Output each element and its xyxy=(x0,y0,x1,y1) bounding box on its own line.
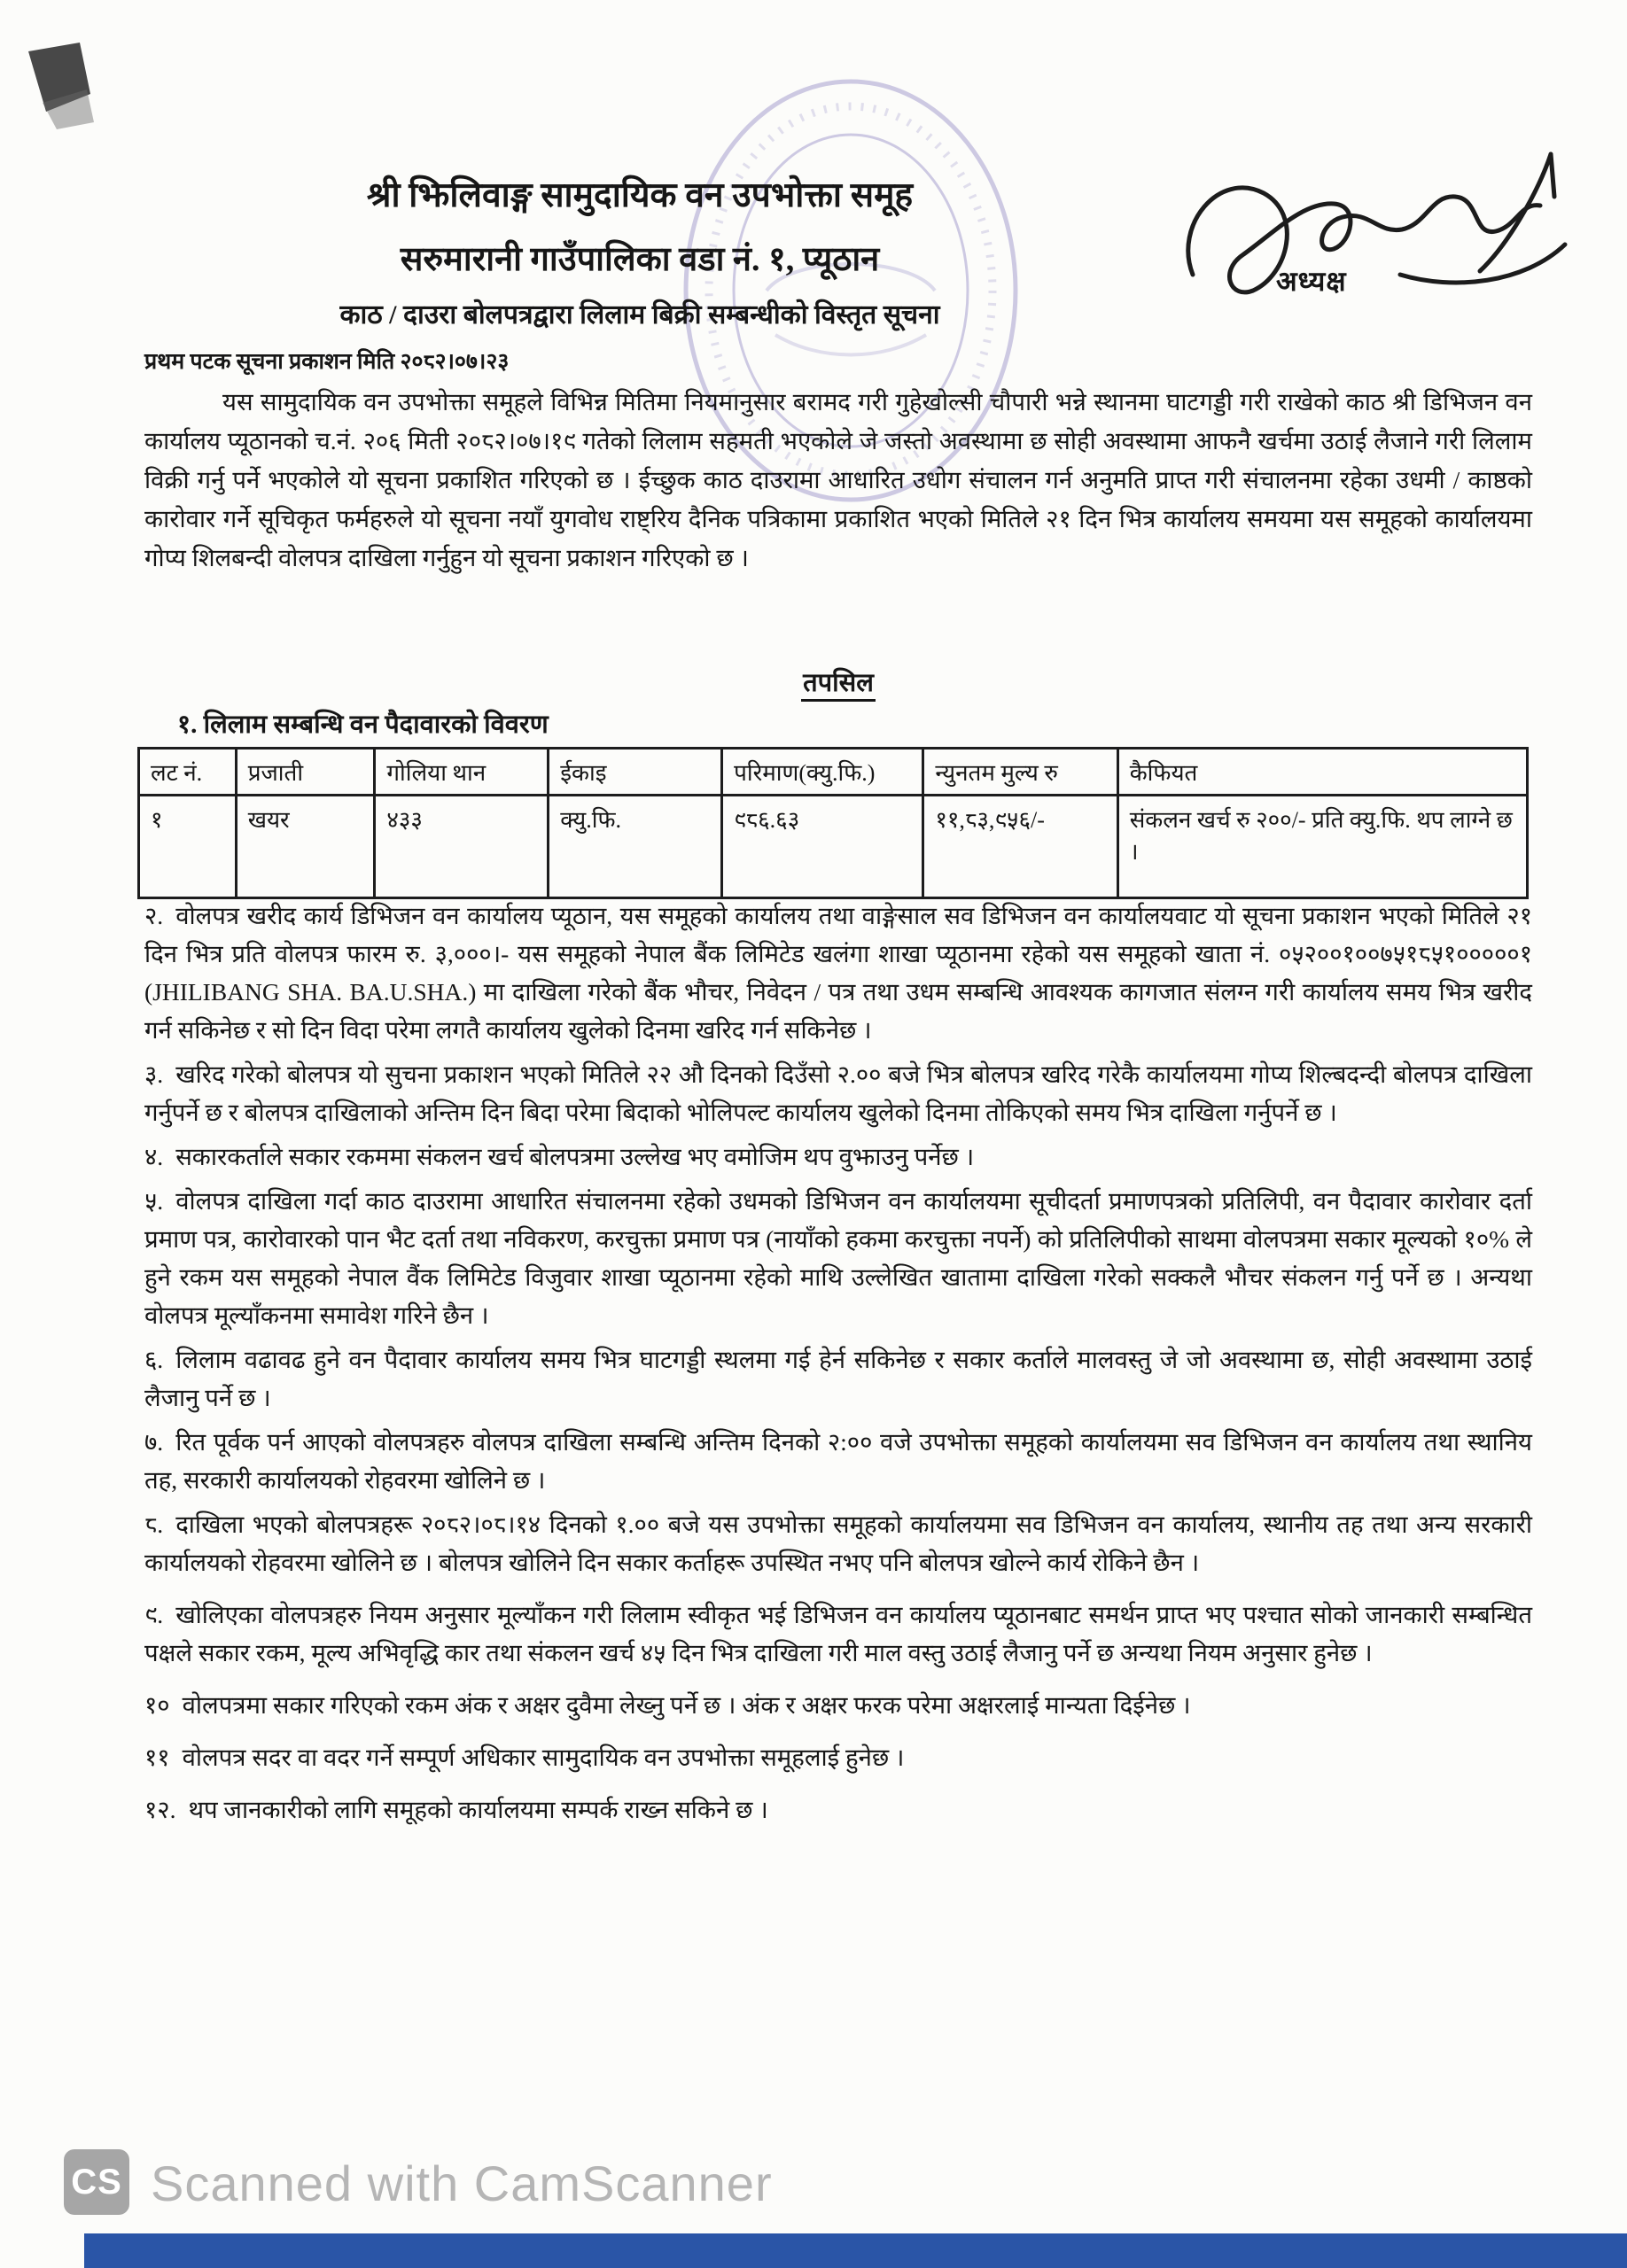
cell-species: खयर xyxy=(236,796,375,898)
table-header-row xyxy=(139,749,1528,796)
notice-item-12 xyxy=(144,1790,1532,1829)
notice-item-3 xyxy=(144,1055,1532,1131)
item-number: ३. xyxy=(144,1060,164,1088)
item-number: ७. xyxy=(144,1428,164,1456)
notice-item-11 xyxy=(144,1738,1532,1776)
notice-item-7 xyxy=(144,1423,1532,1499)
item-text: खरिद गरेको बोलपत्र यो सुचना प्रकाशन भएको मितिले २२ औ दिनको दिउँसो २.०० बजे भित्र बोलपत्र खरिद गरेकै कार्यालयमा गोप्य शिल्बदन्दी बोलपत्र दाखिला गर्नुपर्ने छ र बोलपत्र दाखिलाको अन्तिम दिन बिदा परेमा बिदाको भोलिपल्ट कार्यालय खुलेको दिनमा तोकिएको समय भित्र दाखिला गर्नुपर्ने छ । xyxy=(144,1060,1532,1126)
notice-item-6 xyxy=(144,1340,1532,1417)
item-text: सकारकर्ताले सकार रकममा संकलन खर्च बोलपत्रमा उल्लेख भए वमोजिम थप वुझाउनु पर्नेछ । xyxy=(175,1143,975,1170)
item-text: वोलपत्र खरीद कार्य डिभिजन वन कार्यालय प्यूठान, यस समूहको कार्यालय तथा वाङ्गेसाल सव डिभिजन वन कार्यालयवाट यो सूचना प्रकाशन भएको मितिले २१ दिन भित्र प्रति वोलपत्र फारम रु. ३,०००।- यस समूहको नेपाल बैंक लिमिटेड खलंगा शाखा प्यूठानमा रहेको यस समूहको खाता नं. ०५२००१००७५१८५१०००००१ (JHILIBANG SHA. BA.U.SHA.) मा दाखिला गरेको बैंक भौचर, निवेदन / पत्र तथा उधम सम्बन्धि आवश्यक कागजात संलग्न गरी कार्यालय समय भित्र खरीद गर्न सकिनेछ र सो दिन विदा परेमा लगतै कार्यालय खुलेको दिनमा खरिद गर्न सकिनेछ । xyxy=(144,902,1532,1044)
table-row xyxy=(139,796,1528,898)
item-text: वोलपत्रमा सकार गरिएको रकम अंक र अक्षर दुवैमा लेख्नु पर्ने छ । अंक र अक्षर फरक परेमा अक्षरलाई मान्यता दिईनेछ । xyxy=(182,1691,1191,1719)
column-header-log-count: गोलिया थान xyxy=(375,749,549,796)
column-header-unit: ईकाइ xyxy=(549,749,722,796)
camscanner-logo: CS xyxy=(64,2149,129,2215)
column-header-species: प्रजाती xyxy=(236,749,375,796)
notice-subject: काठ / दाउरा बोलपत्रद्वारा लिलाम बिक्री सम्बन्धीको विस्तृत सूचना xyxy=(339,300,940,330)
column-header-min-price: न्युनतम मुल्य रु xyxy=(923,749,1117,796)
column-header-lot-no: लट नं. xyxy=(139,749,237,796)
item-text: रित पूर्वक पर्न आएको वोलपत्रहरु वोलपत्र दाखिला सम्बन्धि अन्तिम दिनको २:०० वजे उपभोक्ता समूहको कार्यालयमा सव डिभिजन वन कार्यालय तथा स्थानिय तह, सरकारी कार्यालयको रोहवरमा खोलिने छ । xyxy=(144,1428,1532,1494)
item-number: ९. xyxy=(144,1601,164,1628)
item-number: ५. xyxy=(144,1187,164,1215)
org-address-line: सरुमारानी गाउँपालिका वडा नं. १, प्यूठान xyxy=(400,241,880,278)
item-number: १० xyxy=(144,1691,170,1719)
notice-item-5 xyxy=(144,1182,1532,1334)
tapasil-heading: तपसिल xyxy=(144,664,1532,699)
camscanner-watermark: Scanned with CamScanner xyxy=(151,2155,773,2211)
org-name-line1: श्री झिलिवाङ्ग सामुदायिक वन उपभोक्ता समूह xyxy=(366,176,914,214)
item-text: लिलाम वढावढ हुने वन पैदावार कार्यालय समय भित्र घाटगड्डी स्थलमा गई हेर्न सकिनेछ र सकार कर्ताले मालवस्तु जे जो अवस्थामा छ, सोही अवस्थामा उठाई लैजानु पर्ने छ । xyxy=(144,1346,1532,1411)
item-text: थप जानकारीको लागि समूहको कार्यालयमा सम्पर्क राख्न सकिने छ । xyxy=(188,1796,768,1823)
notice-item-9 xyxy=(144,1596,1532,1672)
cell-remarks: संकलन खर्च रु २००/- प्रति क्यु.फि. थप लाग्ने छ । xyxy=(1117,796,1527,898)
item-text: दाखिला भएको बोलपत्रहरू २०८२।०८।१४ दिनको १.०० बजे यस उपभोक्ता समूहको कार्यालयमा सव डिभिजन वन कार्यालय, स्थानीय तह तथा अन्य सरकारी कार्यालयको रोहवरमा खोलिने छ । बोलपत्र खोलिने दिन सकार कर्ताहरू उपस्थित नभए पनि बोलपत्र खोल्ने कार्य रोकिने छैन । xyxy=(144,1511,1532,1576)
notice-item-10 xyxy=(144,1686,1532,1724)
notice-item-8 xyxy=(144,1505,1532,1581)
item-number: ४. xyxy=(144,1143,164,1170)
document-header xyxy=(151,170,1129,331)
cell-lot-no: १ xyxy=(139,796,237,898)
auction-detail-table xyxy=(137,747,1529,899)
scan-bottom-bar xyxy=(84,2233,1627,2268)
page-fold-mark xyxy=(16,41,113,138)
table-section-heading: १. लिलाम सम्बन्धि वन पैदावारको विवरण xyxy=(177,711,549,739)
cell-quantity: ९८६.६३ xyxy=(722,796,923,898)
item-text: वोलपत्र दाखिला गर्दा काठ दाउरामा आधारित संचालनमा रहेको उधमको डिभिजन वन कार्यालयमा सूचीदर्ता प्रमाणपत्रको प्रतिलिपी, वन पैदावार कारोवार दर्ता प्रमाण पत्र, कारोवारको पान भैट दर्ता तथा नविकरण, करचुक्ता प्रमाण पत्र (नायाँको हकमा करचुक्ता नपर्ने) को प्रतिलिपीको साथमा वोलपत्रमा सकार मूल्यको १०% ले हुने रकम यस समूहको नेपाल वैंक लिमिटेड विजुवार शाखा प्यूठानमा रहेको माथि उल्लेखित खातामा दाखिला गरेको सक्कलै भौचर संकलन गर्नु पर्ने छ । अन्यथा वोलपत्र मूल्याँकनमा समावेश गरिने छैन । xyxy=(144,1187,1532,1329)
intro-paragraph: यस सामुदायिक वन उपभोक्ता समूहले विभिन्न मितिमा नियमानुसार बरामद गरी गुहेखोल्सी चौपारी भन्ने स्थानमा घाटगड्डी गरी राखेको काठ श्री डिभिजन वन कार्यालय प्यूठानको च.नं. २०६ मिती २०८२।०७।१९ गतेको लिलाम सहमती भएकोले जे जस्तो अवस्थामा छ सोही अवस्थामा आफनै खर्चमा उठाई लैजाने गरी लिलाम विक्री गर्नु पर्ने भएकोले यो सूचना प्रकाशित गरिएको छ । ईच्छुक काठ दाउरामा आधारित उधोग संचालन गर्न अनुमति प्राप्त गरी संचालनमा रहेका उधमी / काष्ठको कारोवार गर्ने सूचिकृत फर्महरुले यो सूचना नयाँ युगवोध राष्ट्रिय दैनिक पत्रिकामा प्रकाशित भएको मितिले २१ दिन भित्र कार्यालय समयमा यस समूहको कार्यालयमा गोप्य शिलबन्दी वोलपत्र दाखिला गर्नुहुन यो सूचना प्रकाशन गरिएको छ । xyxy=(144,388,1532,571)
item-text: खोलिएका वोलपत्रहरु नियम अनुसार मूल्याँकन गरी लिलाम स्वीकृत भई डिभिजन वन कार्यालय प्यूठानबाट समर्थन प्राप्त भए पश्चात सोको जानकारी सम्बन्धित पक्षले सकार रकम, मूल्य अभिवृद्धि कार तथा संकलन खर्च ४५ दिन भित्र दाखिला गरी माल वस्तु उठाई लैजानु पर्ने छ अन्यथा नियम अनुसार हुनेछ । xyxy=(144,1601,1532,1666)
item-number: ६. xyxy=(144,1346,164,1373)
item-number: ११ xyxy=(144,1744,170,1771)
cell-log-count: ४३३ xyxy=(375,796,549,898)
item-number: १२. xyxy=(144,1796,176,1823)
publish-date-line: प्रथम पटक सूचना प्रकाशन मिति २०८२।०७।२३ xyxy=(144,350,510,374)
item-number: ८. xyxy=(144,1511,164,1538)
cell-unit: क्यु.फि. xyxy=(549,796,722,898)
column-header-quantity: परिमाण(क्यु.फि.) xyxy=(722,749,923,796)
notice-item-4 xyxy=(144,1138,1532,1176)
notice-item-2 xyxy=(144,897,1532,1049)
cell-min-price: ११,८३,९५६/- xyxy=(923,796,1117,898)
item-number: २. xyxy=(144,902,164,929)
item-text: वोलपत्र सदर वा वदर गर्ने सम्पूर्ण अधिकार सामुदायिक वन उपभोक्ता समूहलाई हुनेछ । xyxy=(182,1744,905,1771)
chairman-signature xyxy=(1168,140,1584,344)
column-header-remarks: कैफियत xyxy=(1117,749,1527,796)
signature-title: अध्यक्ष xyxy=(1276,266,1347,297)
notice-items xyxy=(144,897,1532,1835)
